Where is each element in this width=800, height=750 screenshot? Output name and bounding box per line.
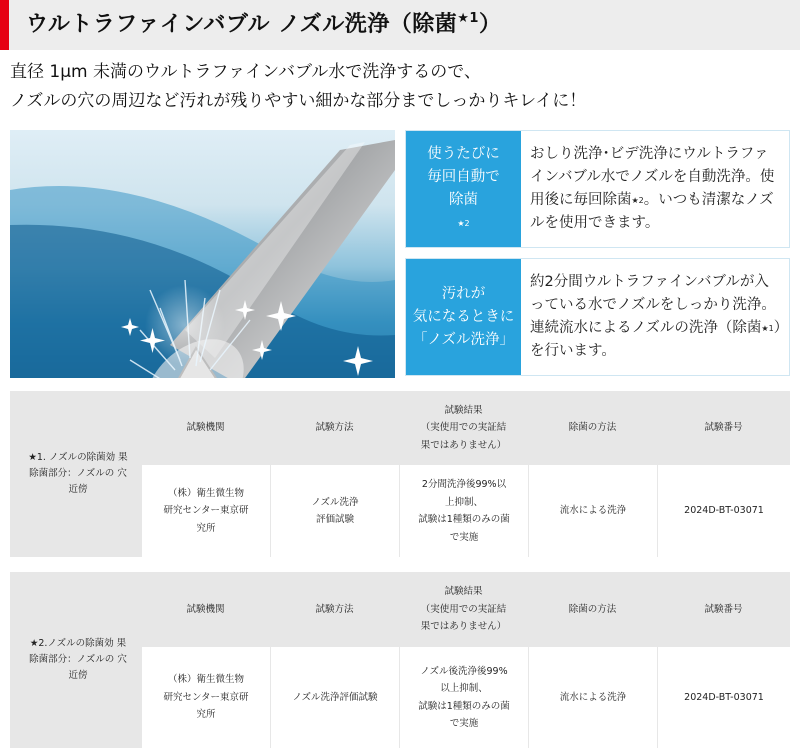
feature-tag: 汚れが 気になるときに 「ノズル洗浄」	[406, 259, 521, 375]
cell-test-org: （株）衛生微生物 研究センター東京研 究所	[141, 465, 270, 557]
feature-description: 約2分間ウルトラファインバブルが入っている水でノズルをしっかり洗浄。連続流水によるノズルの洗浄（除菌$^{★1}$）を行います。	[530, 274, 781, 359]
table-row	[141, 647, 790, 748]
header-test-number: 試験番号	[704, 603, 743, 615]
cell-test-number: 2024D-BT-03071	[657, 647, 790, 748]
nozzle-illustration	[10, 130, 395, 378]
cell-test-method: ノズル洗浄評価試験	[270, 647, 399, 748]
cell-sanitize-method: 流水による洗浄	[528, 465, 657, 557]
header-test-org: 試験機関	[186, 603, 225, 615]
feature-auto-sanitize	[405, 130, 790, 248]
header-sanitize-method: 除菌の方法	[568, 422, 617, 434]
table-label: ★2.ノズルの除菌効 果 除菌部分：ノズルの 穴近傍	[29, 638, 127, 681]
feature-tag: 使うたびに 毎回自動で 除菌 $^{★2}$	[406, 131, 521, 247]
test-table-1	[10, 391, 790, 557]
table-label: ★1. ノズルの除菌効 果 除菌部分：ノズルの 穴近傍	[28, 452, 128, 495]
nozzle-illustration-svg	[10, 130, 395, 378]
lead-line-2: ノズルの穴の周辺など汚れが残りやすい細かな部分までしっかりキレイに！	[10, 91, 587, 111]
cell-test-result: ノズル後洗浄後99% 以上抑制、 試験は1種類のみの菌 で実施	[399, 647, 528, 748]
table-row	[141, 465, 790, 557]
test-table-2	[10, 572, 790, 748]
cell-test-result: 2分間洗浄後99%以 上抑制、 試験は1種類のみの菌 で実施	[399, 465, 528, 557]
header-test-method: 試験方法	[315, 603, 354, 615]
header-test-org: 試験機関	[186, 422, 225, 434]
header-test-result: 試験結果 （実使用での実証結 果ではありません）	[420, 404, 507, 451]
header-sanitize-method: 除菌の方法	[568, 603, 617, 615]
feature-nozzle-clean	[405, 258, 790, 376]
cell-test-number: 2024D-BT-03071	[657, 465, 790, 557]
header-test-method: 試験方法	[315, 422, 354, 434]
lead-text	[10, 58, 790, 116]
lead-line-1: 直径 1μm 未満のウルトラファインバブル水で洗浄するので、	[10, 62, 481, 82]
page-title: ウルトラファインバブル ノズル洗浄（除菌$^{★1}$）	[26, 11, 502, 37]
header-test-number: 試験番号	[704, 422, 743, 434]
title-footnote-mark: ★1	[457, 11, 479, 26]
table-header-row	[141, 391, 790, 465]
table-header-row	[141, 572, 790, 647]
section-header	[0, 0, 800, 50]
cell-sanitize-method: 流水による洗浄	[528, 647, 657, 748]
accent-bar	[0, 0, 9, 50]
header-test-result: 試験結果 （実使用での実証結 果ではありません）	[420, 586, 507, 633]
feature-description: おしり洗浄･ビデ洗浄にウルトラファインバブル水でノズルを自動洗浄。使用後に毎回除菌$^{★2}$。いつも清潔なノズルを使用できます。	[530, 146, 775, 231]
cell-test-method: ノズル洗浄 評価試験	[270, 465, 399, 557]
cell-test-org: （株）衛生微生物 研究センター東京研 究所	[141, 647, 270, 748]
